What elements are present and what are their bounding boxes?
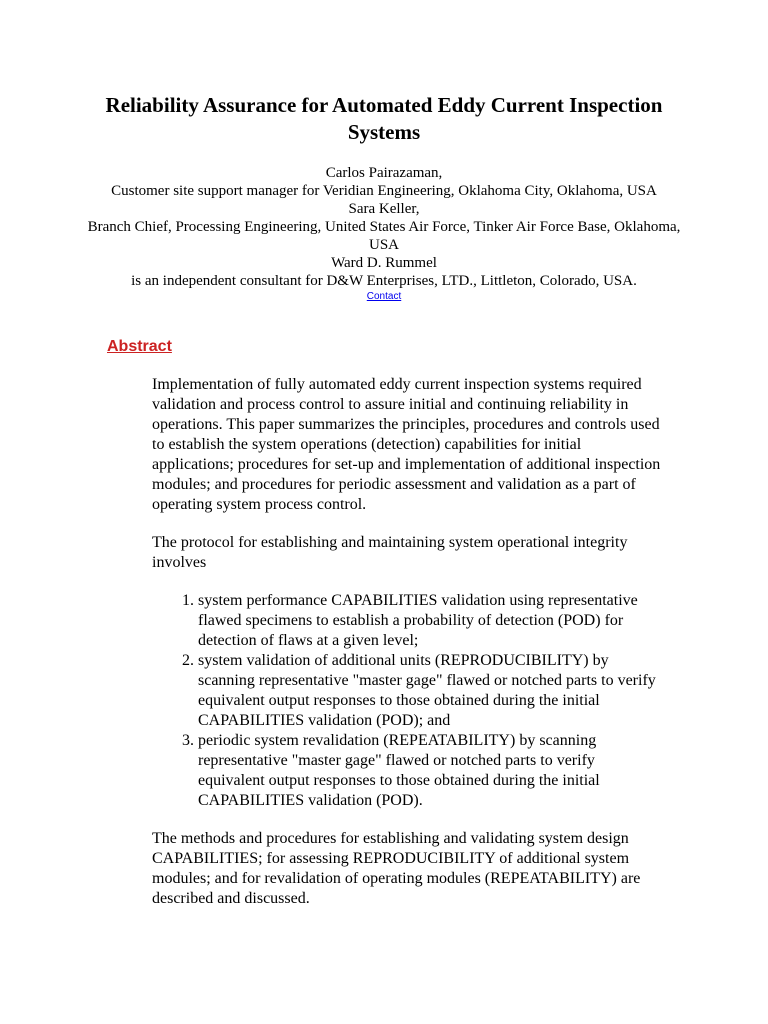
author-affiliation: Branch Chief, Processing Engineering, United States Air Force, Tinker Air Force Base, Oklahoma, USA <box>87 219 681 253</box>
abstract-heading: Abstract <box>107 338 172 355</box>
protocol-list <box>152 591 664 811</box>
abstract-body <box>152 375 664 909</box>
protocol-list-item: 2. system validation of additional units (REPRODUCIBILITY) by scanning representative "master gage" flawed or notched parts to verify equivalent output responses to those obtained during the initial CAPABILITIES validation (POD); and <box>198 651 664 731</box>
author-name: Sara Keller, <box>348 201 420 217</box>
author-block <box>84 164 684 303</box>
abstract-paragraph: The protocol for establishing and maintaining system operational integrity involves <box>152 534 628 571</box>
contact-link[interactable]: Contact <box>366 291 402 302</box>
author-affiliation: is an independent consultant for D&W Enterprises, LTD., Littleton, Colorado, USA. <box>131 273 637 289</box>
author-name: Ward D. Rummel <box>331 255 437 271</box>
abstract-paragraph: The methods and procedures for establishing and validating system design CAPABILITIES; for assessing REPRODUCIBILITY of additional system modules; and for revalidation of operating modules (REPEATABILITY) are described and discussed. <box>152 830 641 907</box>
protocol-list-item: 3. periodic system revalidation (REPEATABILITY) by scanning representative "master gage" flawed or notched parts to verify equivalent output responses to those obtained during the initial CAPABILITIES validation (POD). <box>198 731 664 811</box>
paper-title: Reliability Assurance for Automated Eddy Current Inspection Systems <box>105 93 663 144</box>
author-affiliation: Customer site support manager for Veridian Engineering, Oklahoma City, Oklahoma, USA <box>111 183 657 199</box>
abstract-paragraph: Implementation of fully automated eddy current inspection systems required validation and process control to assure initial and continuing reliability in operations. This paper summarizes the principles, procedures and controls used to establish the system operations (detection) capabilities for initial applications; procedures for set-up and implementation of additional inspection modules; and procedures for periodic assessment and validation as a part of operating system process control. <box>152 376 661 513</box>
protocol-list-item: 1. system performance CAPABILITIES validation using representative flawed specimens to establish a probability of detection (POD) for detection of flaws at a given level; <box>198 591 664 651</box>
author-name: Carlos Pairazaman, <box>325 165 443 181</box>
